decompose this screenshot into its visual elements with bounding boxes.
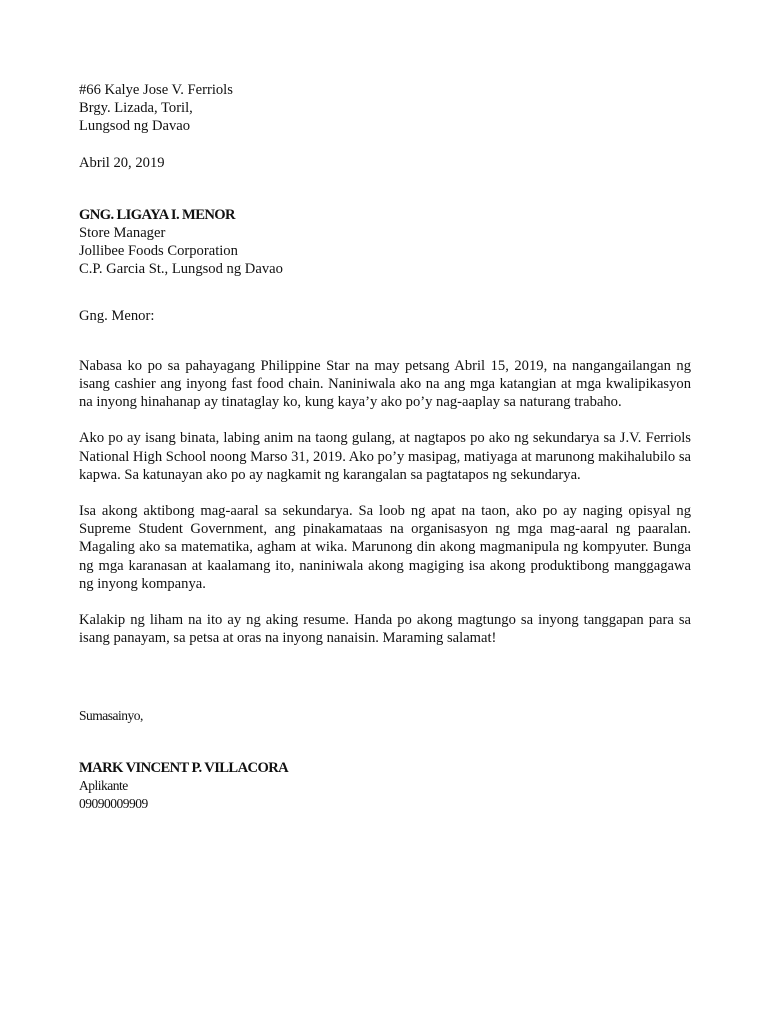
recipient-address: C.P. Garcia St., Lungsod ng Davao xyxy=(79,261,283,278)
letter-date: Abril 20, 2019 xyxy=(79,154,165,171)
signature-title: Aplikante xyxy=(79,778,128,794)
sender-street: #66 Kalye Jose V. Ferriols xyxy=(79,82,233,98)
sender-city: Lungsod ng Davao xyxy=(79,118,191,135)
signature-name: MARK VINCENT P. VILLACORA xyxy=(79,760,289,776)
recipient-name: GNG. LIGAYA I. MENOR xyxy=(79,206,235,223)
signature-phone: 09090009909 xyxy=(79,796,148,812)
letter-body xyxy=(79,81,691,665)
sender-barangay: Brgy. Lizada, Toril, xyxy=(79,100,193,117)
paragraph: Isa akong aktibong mag-aaral sa sekundarya. Sa loob ng apat na taon, ako po ay naging opisyal ng Supreme Student Government, ang pinakamataas na organisasyon ng mga mag-aaral ng paaralan. Magaling ako sa matematika, agham at wika. Marunong din akong magmanipula ng kompyuter. Bunga ng mga karanasan at kaalamang ito, naniniwala akong magiging isa akong produktibong manggagawa ng inyong kompanya. xyxy=(79,503,691,592)
recipient-company: Jollibee Foods Corporation xyxy=(79,243,238,260)
paragraph: Ako po ay isang binata, labing anim na taong gulang, at nagtapos po ako ng sekundarya sa J.V. Ferriols National High School noong Marso 31, 2019. Ako po’y masipag, matiyaga at marunong makihalubilo sa kapwa. Sa katunayan ako po ay nagkamit ng karangalan sa pagtatapos ng sekundarya. xyxy=(79,430,691,483)
signature-block xyxy=(79,759,479,814)
paragraph: Nabasa ko po sa pahayagang Philippine Star na may petsang Abril 15, 2019, na nangangailangan ng isang cashier ang inyong fast food chain. Naniniwala ako na ang mga katangian at mga kwalipikasyon na inyong hinahanap ay tinataglay ko, kung kaya’y ako po’y nag-aaplay sa naturang trabaho. xyxy=(79,357,691,411)
recipient-position: Store Manager xyxy=(79,225,166,242)
paragraph: Kalakip ng liham na ito ay ng aking resume. Handa po akong magtungo sa inyong tanggapan para sa isang panayam, sa petsa at oras na inyong nanaisin. Maraming salamat! xyxy=(79,612,691,647)
closing: Sumasainyo, xyxy=(79,708,143,723)
salutation: Gng. Menor: xyxy=(79,307,155,324)
recipient-block xyxy=(79,206,691,279)
sender-address xyxy=(79,81,691,136)
